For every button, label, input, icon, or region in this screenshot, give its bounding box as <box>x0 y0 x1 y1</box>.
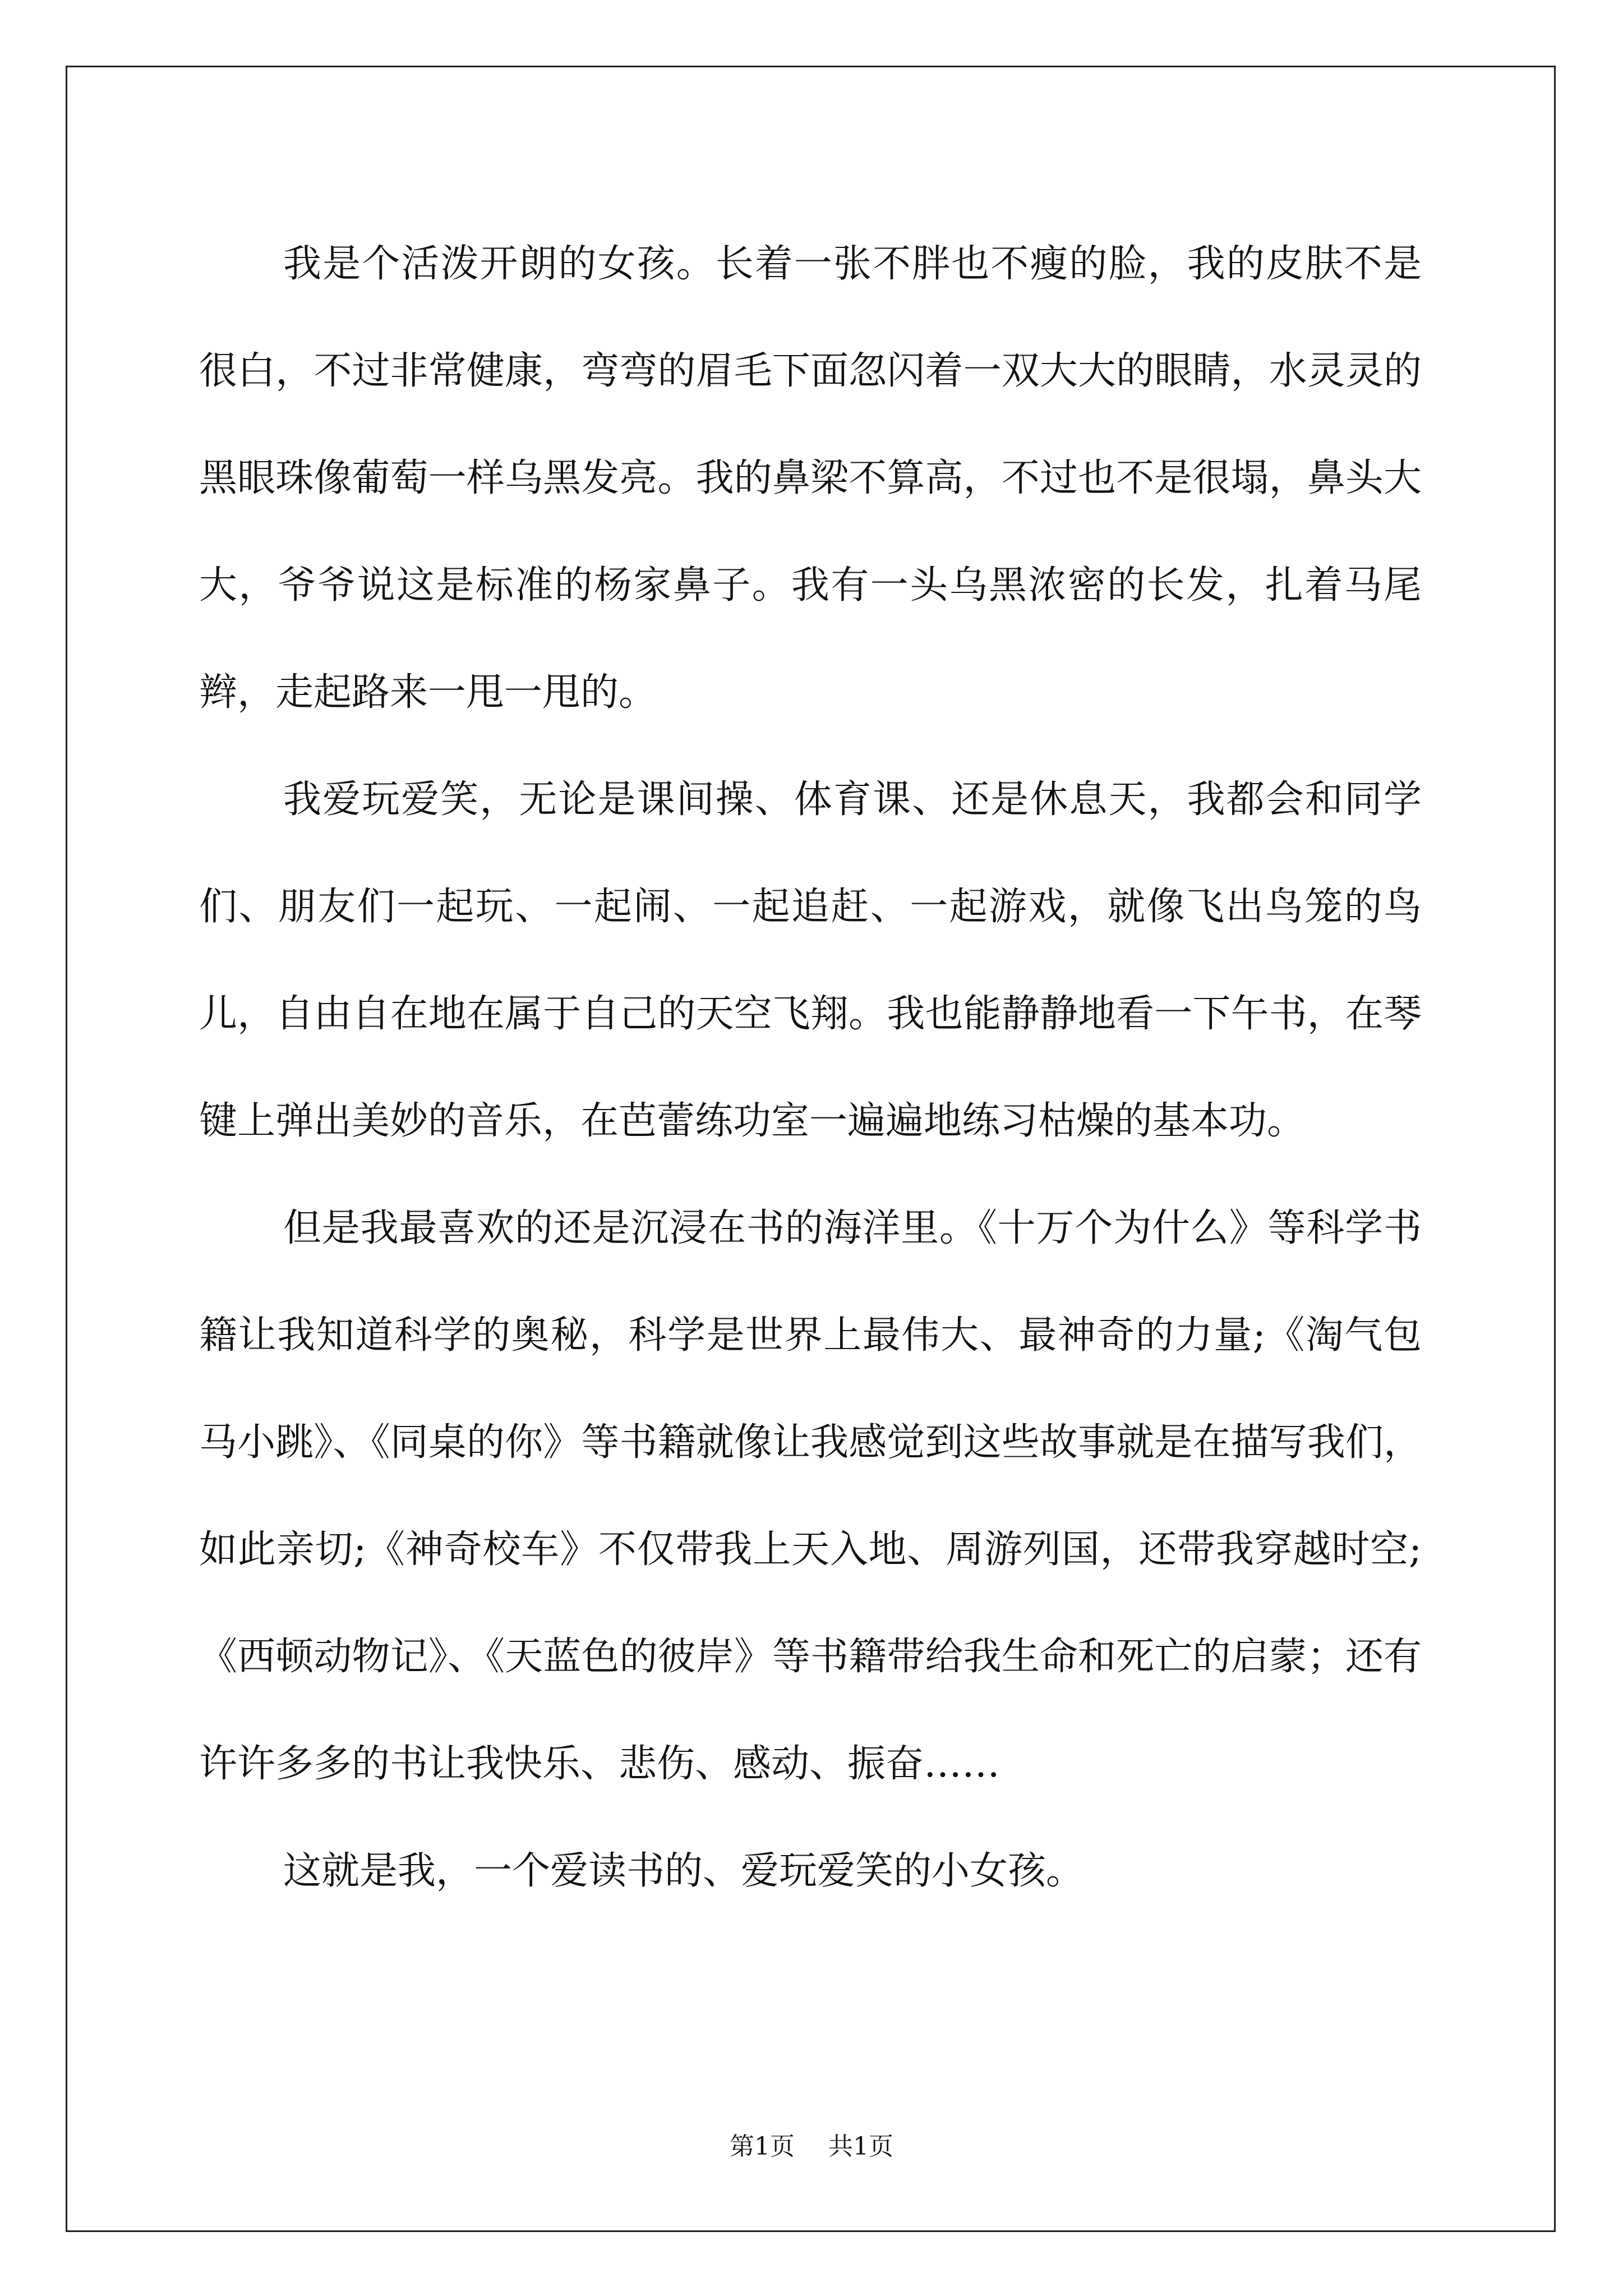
page-total: 共1页 <box>828 2132 893 2161</box>
page-number: 第1页 <box>730 2132 795 2161</box>
paragraph-conclusion: 这就是我，一个爱读书的、爱玩爱笑的小女孩。 <box>283 1849 1085 1893</box>
paragraph-hobbies: 我爱玩爱笑，无论是课间操、体育课、还是休息天，我都会和同学们、朋友们一起玩、一起闹、一起追赶、一起游戏，就像飞出鸟笼的鸟儿，自由自在地在属于自己的天空飞翔。我也能静静地看一下午书，在琴键上弹出美妙的音乐，在芭蕾练功室一遍遍地练习枯燥的基本功。 <box>199 777 1422 1143</box>
paragraph-reading: 但是我最喜欢的还是沉浸在书的海洋里。《十万个为什么》等科学书籍让我知道科学的奥秘，科学是世界上最伟大、最神奇的力量;《淘气包马小跳》、《同桌的你》等书籍就像让我感觉到这些故事就是在描写我们，如此亲切;《神奇校车》不仅带我上天入地、周游列国，还带我穿越时空;《西顿动物记》、《天蓝色的彼岸》等书籍带给我生命和死亡的启蒙；还有许许多多的书让我快乐、悲伤、感动、振奋…… <box>199 1206 1422 1786</box>
paragraph-appearance: 我是个活泼开朗的女孩。长着一张不胖也不瘦的脸，我的皮肤不是很白，不过非常健康，弯弯的眉毛下面忽闪着一双大大的眼睛，水灵灵的黑眼珠像葡萄一样乌黑发亮。我的鼻梁不算高，不过也不是很塌，鼻头大大，爷爷说这是标准的杨家鼻子。我有一头乌黑浓密的长发，扎着马尾辫，走起路来一甩一甩的。 <box>199 242 1422 715</box>
page-footer <box>0 2126 1623 2162</box>
document-body <box>199 210 1422 1925</box>
